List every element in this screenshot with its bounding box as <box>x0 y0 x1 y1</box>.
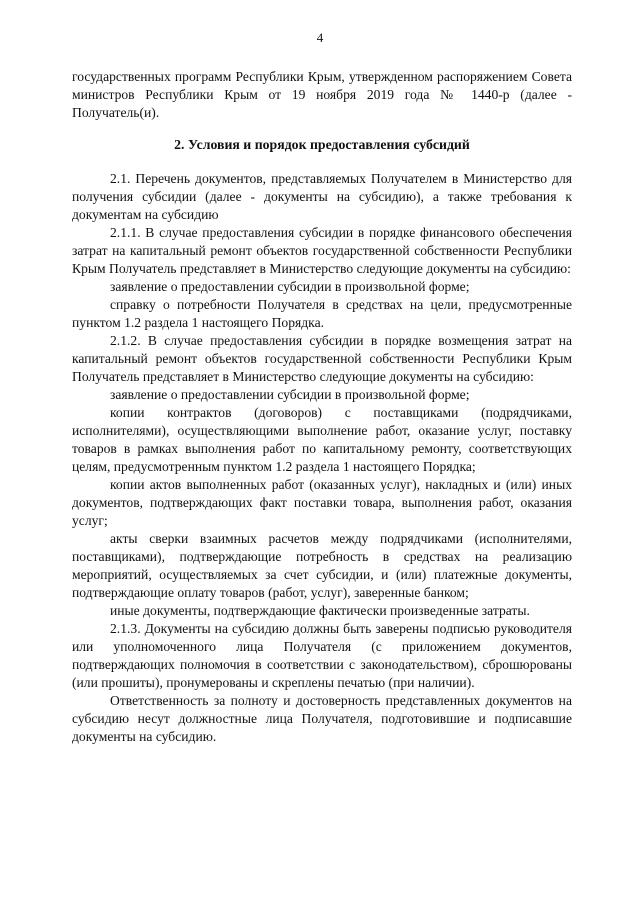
page-content <box>72 68 572 746</box>
paragraph-reconciliation-acts: акты сверки взаимных расчетов между подрядчиками (исполнителями, поставщиками), подтверждающие потребность в средствах на реализацию мероприятий, осуществляемых за счет субсидии, и (или) платежные документы, подтверждающие оплату товаров (работ, услуг), заверенные банком; <box>72 531 572 600</box>
section-heading: 2. Условия и порядок предоставления субсидий <box>174 137 470 152</box>
paragraph-other-documents: иные документы, подтверждающие фактически произведенные затраты. <box>110 603 530 618</box>
paragraph-2-1-2: 2.1.2. В случае предоставления субсидии в порядке возмещения затрат на капитальный ремонт объектов государственной собственности Республики Крым Получатель представляет в Министерство следующие документы на субсидию: <box>72 333 572 384</box>
paragraph-application-2: заявление о предоставлении субсидии в произвольной форме; <box>110 387 470 402</box>
paragraph-contract-copies: копии контрактов (договоров) с поставщиками (подрядчиками, исполнителями), осуществляющими выполнение работ, оказание услуг, поставку товаров в рамках выполнения работ по капитальному ремонту, соответствующих целям, предусмотренным пунктом 1.2 раздела 1 настоящего Порядка; <box>72 405 572 474</box>
intro-paragraph: государственных программ Республики Крым, утвержденном распоряжением Совета министров Республики Крым от 19 ноября 2019 года № 1440-р (далее - Получатель(и). <box>72 69 572 120</box>
paragraph-2-1: 2.1. Перечень документов, представляемых Получателем в Министерство для получения субсидии (далее - документы на субсидию), а также требования к документам на субсидию <box>72 171 572 222</box>
paragraph-act-copies: копии актов выполненных работ (оказанных услуг), накладных и (или) иных документов, подтверждающих факт поставки товара, выполнения работ, оказания услуг; <box>72 477 572 528</box>
paragraph-application: заявление о предоставлении субсидии в произвольной форме; <box>110 279 470 294</box>
paragraph-responsibility: Ответственность за полноту и достоверность представленных документов на субсидию несут должностные лица Получателя, подготовившие и подписавшие документы на субсидию. <box>72 693 572 744</box>
paragraph-2-1-3: 2.1.3. Документы на субсидию должны быть заверены подписью руководителя или уполномоченного лица Получателя (с приложением документов, подтверждающих полномочия в соответствии с законодательством), сброшюрованы (или прошиты), пронумерованы и скреплены печатью (при наличии). <box>72 621 572 690</box>
paragraph-certificate: справку о потребности Получателя в средствах на цели, предусмотренные пунктом 1.2 раздела 1 настоящего Порядка. <box>72 297 572 330</box>
page-number: 4 <box>316 30 324 45</box>
paragraph-2-1-1: 2.1.1. В случае предоставления субсидии в порядке финансового обеспечения затрат на капитальный ремонт объектов государственной собственности Республики Крым Получатель представляет в Министерство следующие документы на субсидию: <box>72 225 572 276</box>
